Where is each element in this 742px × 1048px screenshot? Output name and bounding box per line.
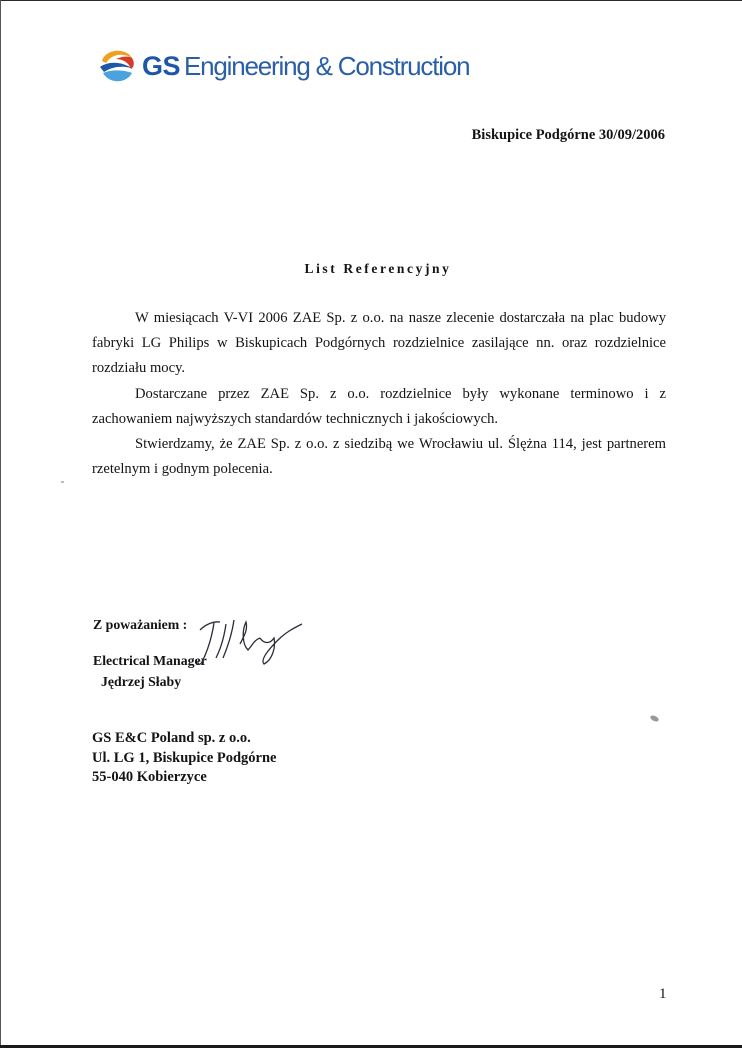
address-street: Ul. LG 1, Biskupice Podgórne (92, 749, 277, 766)
page-edge-left (0, 0, 1, 1048)
address-city: 55-040 Kobierzyce (92, 769, 207, 785)
logo-company-name: Engineering & Construction (184, 50, 470, 81)
closing-greeting: Z poważaniem : (93, 617, 188, 632)
body-paragraph-3: Stwierdzamy, że ZAE Sp. z o.o. z siedzibą we Wrocławiu ul. Ślężna 114, jest partnerem rzetelnym i godnym polecenia. (92, 436, 666, 478)
document-title: List Referencyjny (304, 261, 452, 276)
letter-body (92, 306, 666, 482)
signer-role: Electrical Manager (93, 653, 207, 668)
page-edge-top (0, 0, 742, 1)
address-company: GS E&C Poland sp. z o.o. (92, 730, 251, 746)
date-place-line: Biskupice Podgórne 30/09/2006 (471, 127, 665, 143)
company-address (92, 729, 277, 788)
scan-speck (649, 714, 659, 722)
body-paragraph-1: W miesiącach V-VI 2006 ZAE Sp. z o.o. na nasze zlecenie dostarczała na plac budowy fabryki LG Philips w Biskupicach Podgórnych rozdzielnice zasilające nn. oraz rozdzielnice rozdziału mocy. (92, 310, 666, 377)
signer-name: Jędrzej Słaby (101, 674, 182, 689)
page-number: 1 (659, 986, 667, 1002)
scan-speck-small (61, 481, 64, 483)
logo-short-text: GS (142, 50, 181, 81)
handwritten-signature (190, 600, 310, 670)
company-logo (96, 44, 469, 88)
gs-logo-icon (96, 45, 138, 87)
body-paragraph-2: Dostarczane przez ZAE Sp. z o.o. rozdzielnice były wykonane terminowo i z zachowaniem najwyższych standardów technicznych i jakościowych. (92, 385, 666, 427)
